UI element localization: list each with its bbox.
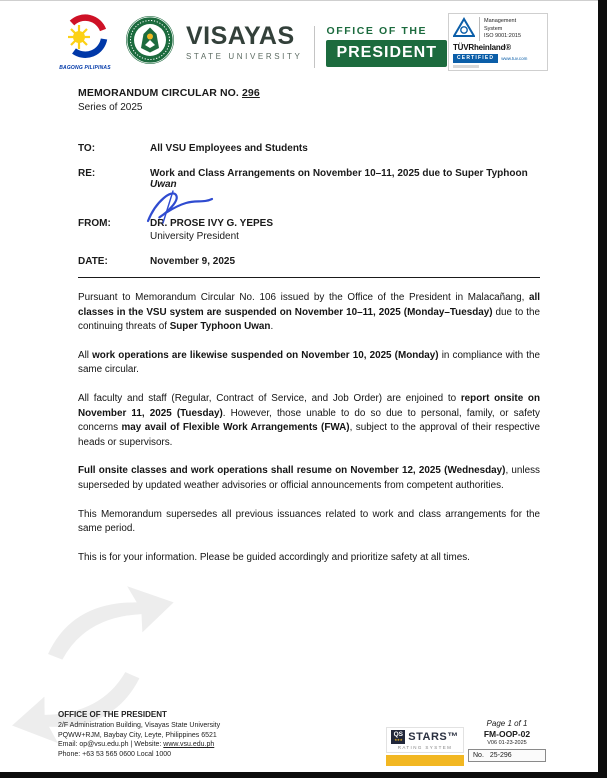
tuv-divider — [479, 17, 480, 41]
memo-divider-rule — [78, 277, 540, 278]
form-code: FM-OOP-02 — [483, 729, 531, 739]
date-value: November 9, 2025 — [150, 256, 236, 267]
bagong-pilipinas-icon — [62, 13, 108, 59]
qs-stars-badge — [386, 727, 464, 766]
document-number-label: No. — [473, 752, 484, 759]
vsu-seal-logo — [125, 13, 175, 70]
document-control-block — [468, 719, 546, 762]
qs-logo-icon — [391, 730, 405, 744]
tuv-id-strip — [453, 65, 479, 68]
office-of-the-label: OFFICE OF THE — [326, 25, 428, 37]
footer-office-block — [58, 710, 220, 760]
tuv-iso-label: ISO 9001:2015 — [484, 33, 522, 40]
vsu-seal-icon — [125, 15, 175, 65]
re-value: Work and Class Arrangements on November 10–11, 2025 due to Super Typhoon Uwan — [150, 168, 528, 190]
tuv-system-label: System — [484, 25, 503, 32]
tuv-management-label: Management — [484, 18, 517, 24]
body-paragraph: Full onsite classes and work operations shall resume on November 12, 2025 (Wednesday), unless superseded by updated weather advisories or official announcements from competent authorities. — [78, 465, 540, 491]
qs-ministars: ★★★ — [394, 737, 403, 742]
body-paragraph: This Memorandum supersedes all previous issuances related to work and class arrangements for the same period. — [78, 508, 540, 535]
president-signature — [142, 187, 222, 230]
qs-letters: QS — [393, 731, 403, 738]
to-value: All VSU Employees and Students — [150, 143, 308, 154]
from-name: DR. PROSE IVY G. YEPES — [150, 218, 274, 229]
memo-header-rows — [78, 143, 540, 267]
university-subname: STATE UNIVERSITY — [186, 52, 303, 61]
qs-gold-bar — [386, 755, 464, 766]
bagong-pilipinas-label: BAGONG PILIPINAS — [59, 65, 111, 71]
memo-row-to — [78, 143, 540, 154]
from-label: FROM: — [78, 218, 111, 229]
tuv-triangle-icon — [453, 17, 475, 38]
office-of-president-lockup — [326, 13, 447, 67]
qs-stars-label: STARS™ — [408, 731, 459, 743]
header-divider — [314, 26, 315, 68]
tuv-certification-badge — [448, 13, 548, 71]
to-label: TO: — [78, 143, 96, 154]
tuv-certified-band: CERTIFIED — [453, 54, 498, 63]
document-number-box — [468, 749, 546, 762]
memo-content — [78, 87, 540, 579]
footer-office-name: OFFICE OF THE PRESIDENT — [58, 709, 167, 719]
memo-body — [78, 291, 540, 565]
memo-row-date — [78, 256, 540, 267]
bagong-pilipinas-logo — [56, 13, 114, 71]
footer-phone-line: Phone: +63 53 565 0600 Local 1000 — [58, 750, 172, 758]
tuv-brand-label: TÜVRheinland® — [453, 43, 511, 53]
form-version: V06 01-23-2025 — [487, 740, 527, 746]
memo-title: MEMORANDUM CIRCULAR NO. 296 — [78, 87, 260, 99]
page-number: Page 1 of 1 — [486, 719, 528, 728]
footer-address-line2: PQWW+RJM, Baybay City, Leyte, Philippines 6521 — [58, 731, 217, 739]
memo-series: Series of 2025 — [78, 102, 143, 113]
president-label: PRESIDENT — [326, 40, 447, 67]
date-label: DATE: — [78, 256, 108, 267]
footer-contact-line[interactable]: Email: op@vsu.edu.ph | Website: www.vsu.edu.ph — [58, 741, 215, 748]
tuv-url-label: www.tuv.com — [501, 56, 528, 62]
university-wordmark — [186, 13, 302, 61]
body-paragraph: Pursuant to Memorandum Circular No. 106 issued by the Office of the President in Malacañang, all classes in the VSU system are suspended on November 10–11, 2025 (Monday–Tuesday) due to the continuing threats of Super Typhoon Uwan. — [78, 292, 541, 333]
re-label: RE: — [78, 168, 96, 179]
body-paragraph: This is for your information. Please be guided accordingly and prioritize safety at all times. — [78, 551, 470, 563]
body-paragraph: All work operations are likewise suspended on November 10, 2025 (Monday) in compliance with the same circular. — [78, 349, 540, 376]
university-name: VISAYAS — [186, 22, 295, 50]
letterhead — [56, 13, 548, 71]
footer-address-line1: 2/F Administration Building, Visayas State University — [58, 722, 221, 729]
qs-tagline: RATING SYSTEM — [397, 745, 453, 750]
memo-row-from — [78, 218, 540, 242]
from-title: University President — [150, 231, 239, 242]
document-number-value: 25-296 — [489, 752, 512, 759]
body-paragraph: All faculty and staff (Regular, Contract of Service, and Job Order) are enjoined to report onsite on November 11, 2025 (Tuesday). However, those unable to do so due to personal, family, or safety concerns may avail of Flexible Work Arrangements (FWA), subject to the approval of their respective heads or supervisors. — [78, 392, 540, 448]
